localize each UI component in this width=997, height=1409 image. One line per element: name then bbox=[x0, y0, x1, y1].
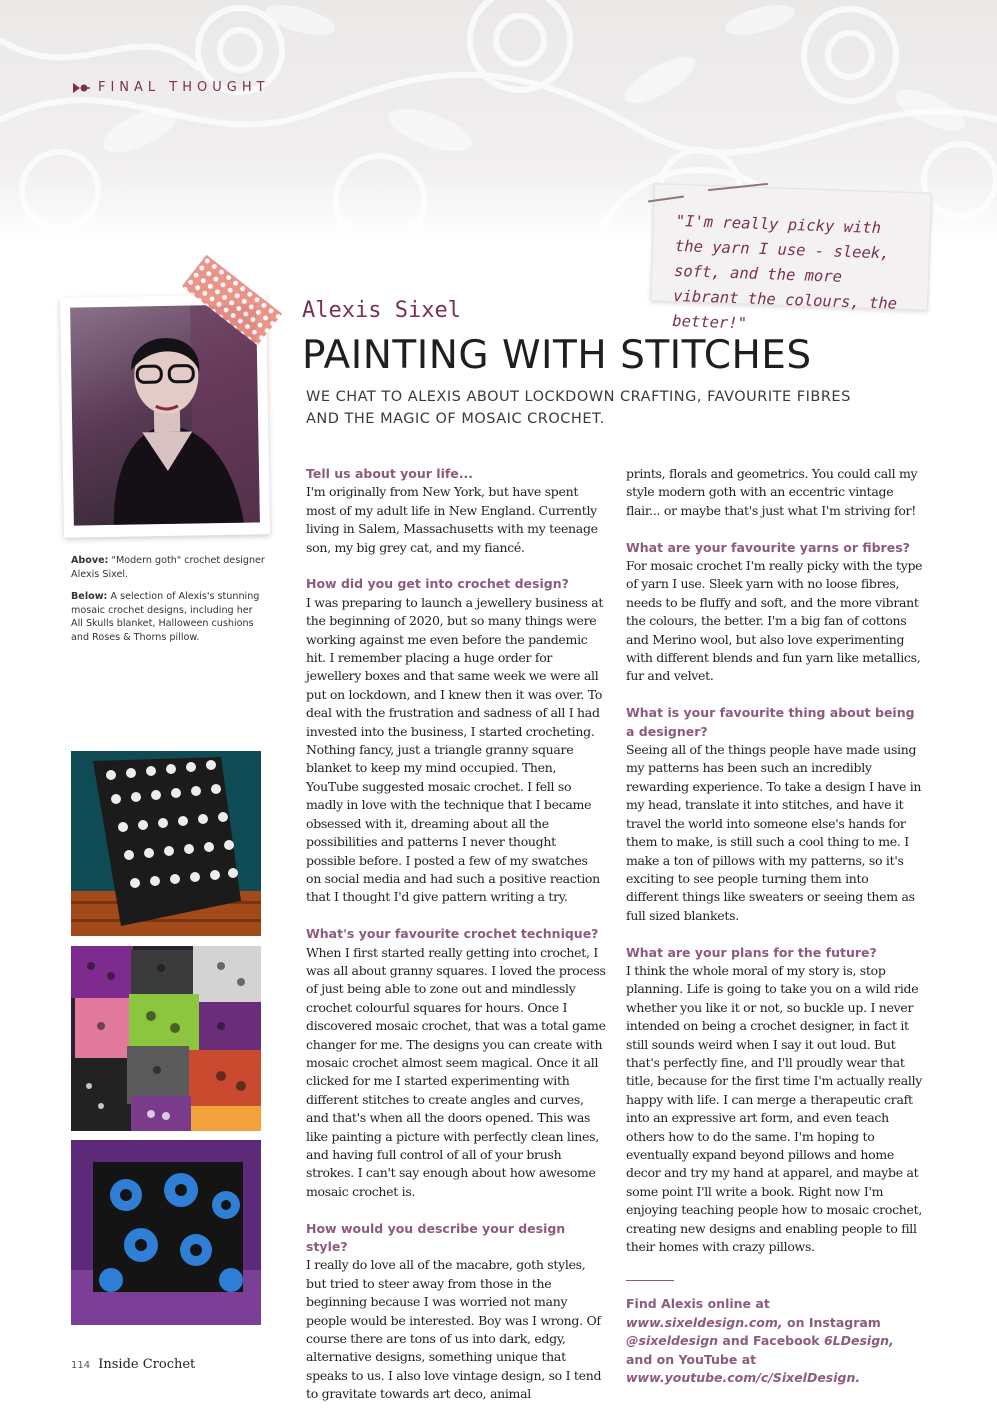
magazine-name: Inside Crochet bbox=[98, 1357, 196, 1372]
answer-paragraph: For mosaic crochet I'm really picky with the type of yarn I use. Sleek yarn with no loose fibres, needs to be fluffy and soft, and the more vibrant the colours, the better. I'm a big fan of cottons and Merino wool, but also love experimenting with different blends and fun yarn like metallics, fur and velvet. bbox=[626, 558, 923, 684]
standfirst: WE CHAT TO ALEXIS ABOUT LOCKDOWN CRAFTING, FAVOURITE FIBRES AND THE MAGIC OF MOSAIC CROCHET. bbox=[306, 389, 851, 427]
answer-paragraph-continued: prints, florals and geometrics. You could call my style modern goth with an eccentric vintage flair... or maybe that's just what I'm striving for! bbox=[626, 466, 918, 518]
section-tag bbox=[72, 80, 270, 95]
pull-quote-card bbox=[650, 183, 932, 333]
section-label: FINAL THOUGHT bbox=[98, 80, 270, 95]
caption-below: Below: A selection of Alexis's stunning mosaic crochet designs, including her All Skulls blanket, Halloween cushions and Roses & Thorns pillow. bbox=[71, 591, 260, 643]
question-heading: What are your plans for the future? bbox=[626, 944, 877, 960]
caption-above: Above: "Modern goth" crochet designer Alexis Sixel. bbox=[71, 555, 265, 580]
find-online-text: Find Alexis online at www.sixeldesign.com, on Instagram @sixeldesign and Facebook 6LDesign, and on YouTube at www.youtube.com/c/SixelDesign. bbox=[626, 1296, 894, 1386]
instagram-link[interactable]: @sixeldesign bbox=[626, 1333, 719, 1349]
question-heading: How did you get into crochet design? bbox=[306, 576, 569, 592]
page-footer bbox=[71, 1357, 195, 1372]
halloween-cushions-photo bbox=[71, 946, 261, 1131]
answer-paragraph: I'm originally from New York, but have spent most of my adult life in New England. Currently living in Salem, Massachusetts with my teenage son, my big grey cat, and my fiancé. bbox=[306, 484, 598, 555]
question-heading: What are your favourite yarns or fibres? bbox=[626, 539, 910, 555]
article-title: PAINTING WITH STITCHES bbox=[302, 333, 812, 378]
youtube-link[interactable]: www.youtube.com/c/SixelDesign. bbox=[626, 1370, 861, 1386]
question-heading: What is your favourite thing about being a designer? bbox=[626, 705, 915, 739]
pull-quote-text: "I'm really picky with the yarn I use - sleek, soft, and the more vibrant the colours, the better!" bbox=[672, 211, 898, 333]
skull-blanket-photo bbox=[71, 751, 261, 936]
roses-pillow-photo bbox=[71, 1140, 261, 1325]
facebook-link[interactable]: 6LDesign, bbox=[823, 1333, 894, 1349]
answer-paragraph: When I first started really getting into crochet, I was all about granny squares. I loved the process of just being able to zone out and mindlessly crochet colourful squares for hours. Once I discovered mosaic crochet, that was a total game changer for me. The designs you can create with mosaic crochet almost seem magical. Once it all clicked for me I started experimenting with different stitches to create angles and curves, and that's when all the doors opened. This was like painting a picture with perfectly clean lines, and having full control of all of your brush strokes. I can't say enough about how awesome mosaic crochet is. bbox=[306, 944, 606, 1199]
divider bbox=[626, 1280, 674, 1281]
question-heading: What's your favourite crochet technique? bbox=[306, 926, 599, 942]
portrait-photo bbox=[70, 304, 260, 525]
bow-icon bbox=[72, 81, 90, 95]
website-link[interactable]: www.sixeldesign.com, bbox=[626, 1314, 783, 1330]
article-column-1 bbox=[306, 465, 606, 1404]
answer-paragraph: Seeing all of the things people have made using my patterns has been such an incredibly rewarding experience. To take a design I have in my head, translate it into stitches, and have it travel the world into someone else's hands for them to make, is still such a cool thing to me. I make a ton of pillows with my patterns, so it's exciting to see people turning them into different things like sweaters or seeing them as full sized blankets. bbox=[626, 742, 922, 923]
article-column-2 bbox=[626, 465, 924, 1387]
answer-paragraph: I think the whole moral of my story is, stop planning. Life is going to take you on a wild ride whether you like it or not, so buckle up. I never intended on being a crochet designer, in fact it still sounds weird when I say it out loud. But that's perfectly fine, and I'll proudly wear that title, because for the first time I'm actually really happy with life. I can merge a therapeutic craft into an expressive art form, and even teach others how to do the same. I'm hoping to eventually expand beyond pillows and home decor and try my hand at apparel, and maybe at some point I'll write a book. Right now I'm enjoying teaching people how to mosaic crochet, creating new designs and enabling people to fill their homes with crazy pillows. bbox=[626, 962, 923, 1255]
page-number: 114 bbox=[71, 1360, 91, 1371]
answer-paragraph: I really do love all of the macabre, goth styles, but tried to steer away from those in the beginning because I was worried not many people would be interested. Boy was I wrong. Of course there are tons of us into dark, edgy, alternative designs, something unique that speaks to us. I also love vintage design, so I tend to gravitate towards art deco, animal bbox=[306, 1257, 602, 1402]
question-heading: How would you describe your design style? bbox=[306, 1220, 566, 1255]
answer-paragraph: I was preparing to launch a jewellery business at the beginning of 2020, but so many things were working against me even before the pandemic hit. I remember placing a huge order for jewellery boxes and that same week we were all put on lockdown, and I knew then it was over. To deal with the frustration and sadness of all I had invested into the business, I started crocheting. Nothing fancy, just a triangle granny square blanket to keep my mind occupied. Then, YouTube suggested mosaic crochet. I fell so madly in love with the technique that I became obsessed with it, dreaming about all the possibilities and patterns I never thought possible before. I posted a few of my swatches on social media and had such a positive reaction that I thought I'd give pattern writing a try. bbox=[306, 594, 604, 905]
question-heading: Tell us about your life... bbox=[306, 466, 474, 481]
byline: Alexis Sixel bbox=[302, 298, 461, 323]
